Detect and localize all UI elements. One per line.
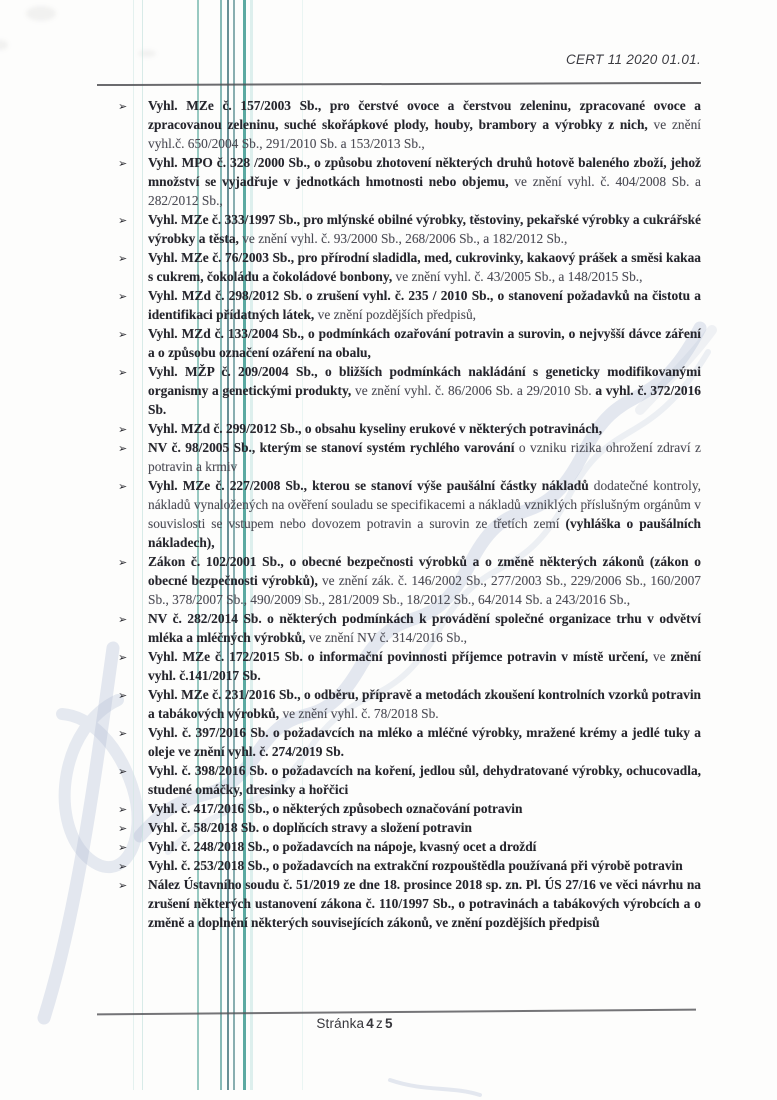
regulation-item [116,818,701,837]
regulation-item [116,96,701,153]
arrow-bullet-icon: ➢ [118,555,128,569]
regulation-text: Vyhl. MZe č. 172/2015 Sb. o informační povinnosti příjemce potravin v místě určení, ve znění vyhl. č.141/2017 Sb. [148,649,701,683]
footer-prefix: Stránka [316,1016,365,1031]
regulation-text: Vyhl. č. 253/2018 Sb., o požadavcích na extrakční rozpouštědla používaná při výrobě potravin [148,858,683,873]
header-rule [97,82,701,86]
arrow-bullet-icon: ➢ [118,859,128,873]
footer-separator: z [375,1016,383,1031]
regulation-item [116,438,701,476]
regulation-text: Vyhl. č. 417/2016 Sb., o některých způsobech označování potravin [148,801,523,816]
arrow-bullet-icon: ➢ [118,821,128,835]
page-number-footer [277,1016,432,1031]
regulation-text: Vyhl. MZe č. 76/2003 Sb., pro přírodní sladidla, med, cukrovinky, kakaový prášek a směsi kakaa s cukrem, čokoládu a čokoládové bonbony, ve znění vyhl. č. 43/2005 Sb., a 148/2015 Sb., [148,250,701,284]
regulation-text: Zákon č. 102/2001 Sb., o obecné bezpečnosti výrobků a o změně některých zákonů (zákon o obecné bezpečnosti výrobků), ve znění zák. č. 146/2002 Sb., 277/2003 Sb., 229/2006 Sb., 160/2007 Sb., 378/2007 Sb., 490/2009 Sb., 281/2009 Sb., 18/2012 Sb., 64/2014 Sb. a 243/2016 Sb., [148,554,701,607]
regulation-item [116,286,701,324]
arrow-bullet-icon: ➢ [118,764,128,778]
arrow-bullet-icon: ➢ [118,213,128,227]
regulation-item [116,153,701,210]
regulation-text: Vyhl. č. 248/2018 Sb., o požadavcích na nápoje, kvasný ocet a droždí [148,839,537,854]
scan-smudge [26,6,56,21]
scan-smudge [0,40,8,50]
regulation-item [116,856,701,875]
arrow-bullet-icon: ➢ [118,99,128,113]
regulation-item [116,647,701,685]
regulation-text: Vyhl. MZe č. 231/2016 Sb., o odběru, přípravě a metodách zkoušení kontrolních vzorků potravin a tabákových výrobků, ve znění vyhl. č. 78/2018 Sb. [148,687,701,721]
regulation-text: Vyhl. č. 398/2016 Sb. o požadavcích na koření, jedlou sůl, dehydratované výrobky, ochucovadla, studené omáčky, dresinky a hořčici [148,763,701,797]
arrow-bullet-icon: ➢ [118,479,128,493]
arrow-bullet-icon: ➢ [118,726,128,740]
regulation-text: Vyhl. MZd č. 299/2012 Sb., o obsahu kyseliny erukové v některých potravinách, [148,421,603,436]
regulation-item [116,875,701,932]
arrow-bullet-icon: ➢ [118,802,128,816]
scan-smudge [138,50,156,57]
regulation-item [116,723,701,761]
arrow-bullet-icon: ➢ [118,156,128,170]
regulation-item [116,685,701,723]
arrow-bullet-icon: ➢ [118,612,128,626]
arrow-bullet-icon: ➢ [118,289,128,303]
regulation-item [116,362,701,419]
regulation-item [116,837,701,856]
regulation-text: NV č. 98/2005 Sb., kterým se stanoví systém rychlého varování o vzniku rizika ohrožení zdraví z potravin a krmiv [148,440,701,474]
regulation-item [116,799,701,818]
arrow-bullet-icon: ➢ [118,327,128,341]
arrow-bullet-icon: ➢ [118,365,128,379]
regulation-item [116,476,701,552]
arrow-bullet-icon: ➢ [118,251,128,265]
arrow-bullet-icon: ➢ [118,441,128,455]
footer-rule [97,1009,696,1015]
regulation-text: NV č. 282/2014 Sb. o některých podmínkách k provádění společné organizace trhu v odvětví mléka a mléčných výrobků, ve znění NV č. 314/2016 Sb., [148,611,701,645]
regulation-text: Vyhl. MZe č. 157/2003 Sb., pro čerstvé ovoce a čerstvou zeleninu, zpracované ovoce a zpracovanou zeleninu, suché skořápkové plody, houby, brambory a výrobky z nich, ve znění vyhl.č. 650/2004 Sb., 291/2010 Sb. a 153/2013 Sb., [148,98,701,151]
regulation-item [116,419,701,438]
regulation-item [116,761,701,799]
document-code: CERT 11 2020 01.01. [565,52,701,67]
regulation-text: Nález Ústavního soudu č. 51/2019 ze dne 18. prosince 2018 sp. zn. Pl. ÚS 27/16 ve věci návrhu na zrušení některých ustanovení zákona č. 110/1997 Sb., o potravinách a tabákových výrobcích a o změně a doplnění některých souvisejících zákonů, ve znění pozdějších předpisů [148,877,701,930]
regulation-text: Vyhl. MZd č. 133/2004 Sb., o podmínkách ozařování potravin a surovin, o nejvyšší dávce záření a o způsobu označení ozáření na obalu, [148,326,701,360]
arrow-bullet-icon: ➢ [118,878,128,892]
arrow-bullet-icon: ➢ [118,840,128,854]
regulation-text: Vyhl. MZe č. 227/2008 Sb., kterou se stanoví výše paušální částky nákladů dodatečné kontroly, nákladů vynaložených na ověření souladu se specifikacemi a nákladů vzniklých příslušným orgánům v souvislosti se vstupem nebo dovozem potravin a surovin ze třetích zemí (vyhláška o paušálních nákladech), [148,478,701,550]
regulation-text: Vyhl. MŽP č. 209/2004 Sb., o bližších podmínkách nakládání s geneticky modifikovanými organismy a genetickými produkty, ve znění vyhl. č. 86/2006 Sb. a 29/2010 Sb. a vyhl. č. 372/2016 Sb. [148,364,701,417]
regulation-text: Vyhl. MZd č. 298/2012 Sb. o zrušení vyhl. č. 235 / 2010 Sb., o stanovení požadavků na čistotu a identifikaci přídatných látek, ve znění pozdějších předpisů, [148,288,701,322]
regulation-item [116,248,701,286]
regulation-text: Vyhl. č. 397/2016 Sb. o požadavcích na mléko a mléčné výrobky, mražené krémy a jedlé tuky a oleje ve znění vyhl. č. 274/2019 Sb. [148,725,701,759]
arrow-bullet-icon: ➢ [118,688,128,702]
regulation-item [116,609,701,647]
arrow-bullet-icon: ➢ [118,650,128,664]
regulation-item [116,552,701,609]
regulation-text: Vyhl. č. 58/2018 Sb. o doplňcích stravy a složení potravin [148,820,472,835]
footer-total-pages: 5 [384,1016,393,1031]
footer-page-number: 4 [366,1016,374,1031]
regulation-text: Vyhl. MPO č. 328 /2000 Sb., o způsobu zhotovení některých druhů hotově baleného zboží, jehož množství se vyjadřuje v jednotkách hmotnosti nebo objemu, ve znění vyhl. č. 404/2008 Sb. a 282/2012 Sb., [148,155,701,208]
regulations-list [116,96,701,932]
arrow-bullet-icon: ➢ [118,422,128,436]
regulation-item [116,324,701,362]
regulation-item [116,210,701,248]
regulation-text: Vyhl. MZe č. 333/1997 Sb., pro mlýnské obilné výrobky, těstoviny, pekařské výrobky a cukrářské výrobky a těsta, ve znění vyhl. č. 93/2000 Sb., 268/2006 Sb., a 182/2012 Sb., [148,212,701,246]
